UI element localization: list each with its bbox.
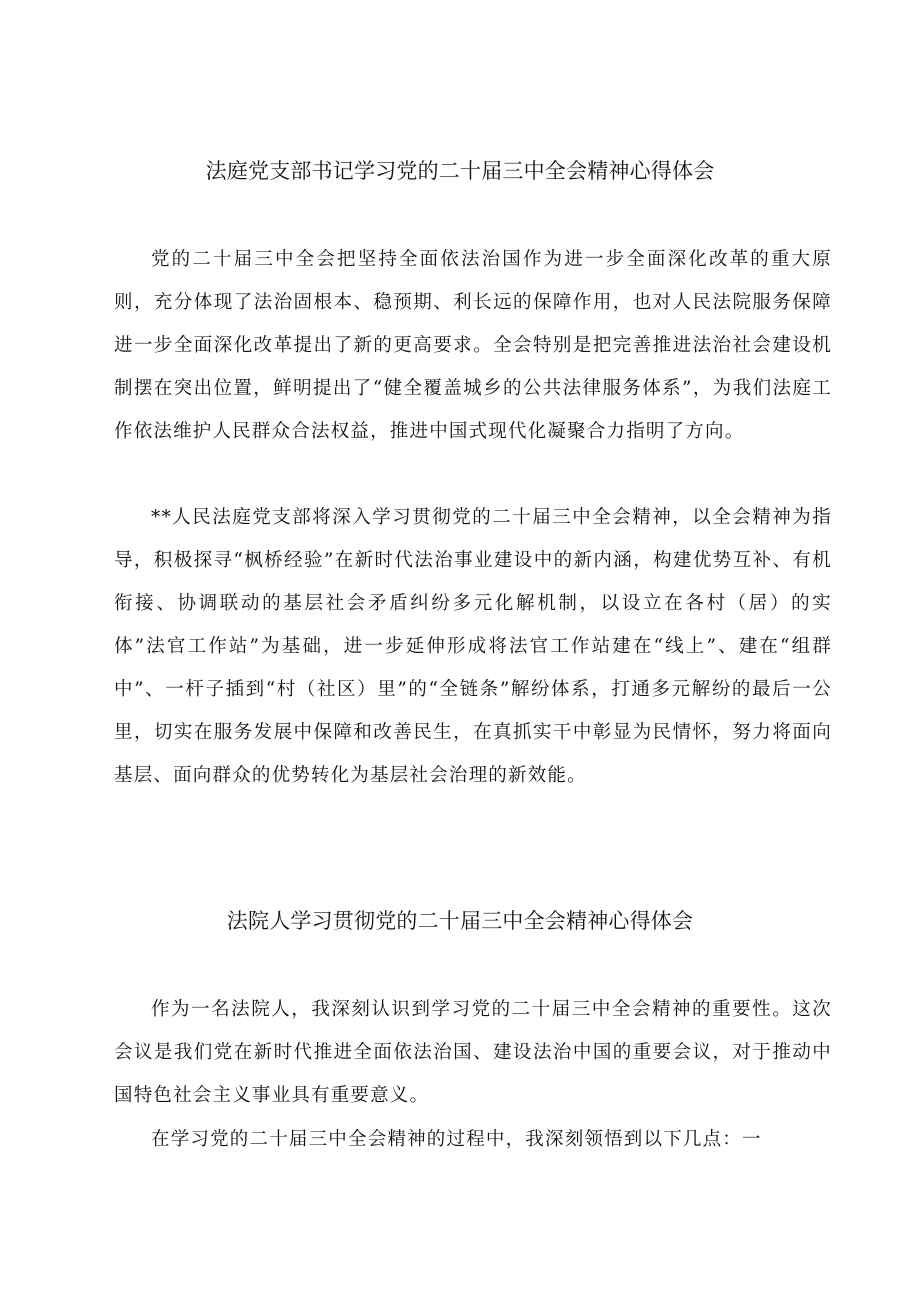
document-title-2: 法院人学习贯彻党的二十届三中全会精神心得体会 (226, 909, 694, 933)
paragraph-1: 党的二十届三中全会把坚持全面依法治国作为进一步全面深化改革的重大原则，充分体现了法治固根本、稳预期、利长远的保障作用，也对人民法院服务保障进一步全面深化改革提出了新的更高要求。全会特别是把完善推进法治社会建设机制摆在突出位置，鲜明提出了“健全覆盖城乡的公共法律服务体系”，为我们法庭工作依法维护人民群众合法权益，推进中国式现代化凝聚合力指明了方向。 (114, 249, 832, 442)
paragraph-2: **人民法庭党支部将深入学习贯彻党的二十届三中全会精神，以全会精神为指导，积极探寻“枫桥经验”在新时代法治事业建设中的新内涵，构建优势互补、有机衔接、协调联动的基层社会矛盾纠纷多元化解机制，以设立在各村（居）的实体”法官工作站”为基础，进一步延伸形成将法官工作站建在“线上”、建在“组群中”、一杆子插到“村（社区）里”的“全链条”解纷体系，打通多元解纷的最后一公里，切实在服务发展中保障和改善民生，在真抓实干中彰显为民情怀，努力将面向基层、面向群众的优势转化为基层社会治理的新效能。 (114, 507, 832, 786)
paragraph-4: 在学习党的二十届三中全会精神的过程中，我深刻领悟到以下几点：一 (151, 1129, 762, 1150)
document-title-1: 法庭党支部书记学习党的二十届三中全会精神心得体会 (205, 159, 715, 183)
paragraph-3: 作为一名法院人，我深刻认识到学习党的二十届三中全会精神的重要性。这次会议是我们党在新时代推进全面依法治国、建设法治中国的重要会议，对于推动中国特色社会主义事业具有重要意义。 (114, 999, 832, 1106)
